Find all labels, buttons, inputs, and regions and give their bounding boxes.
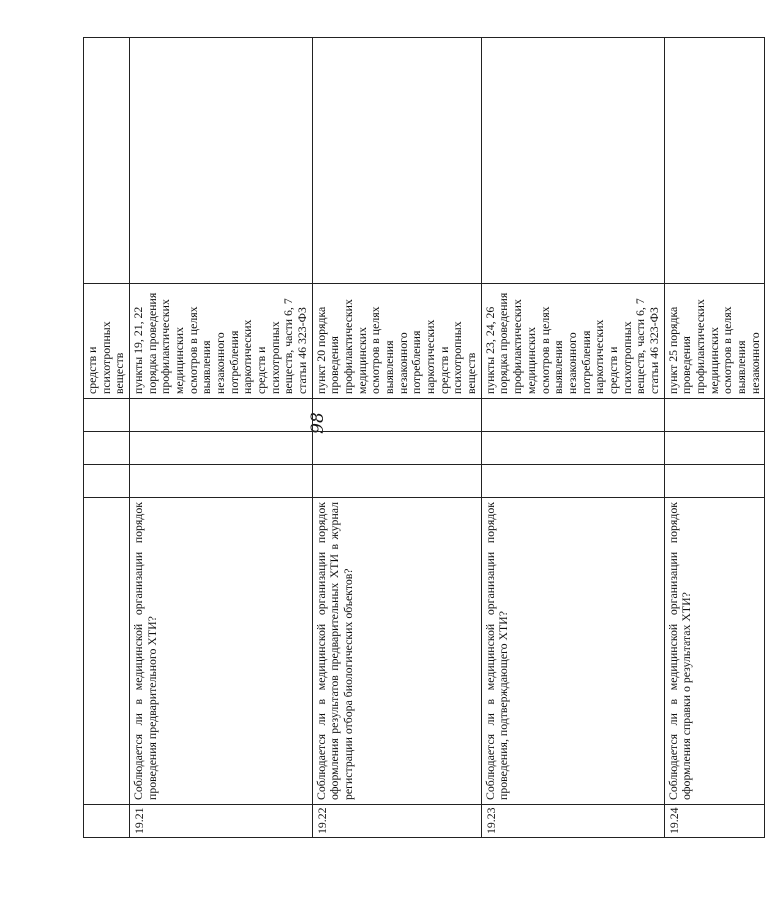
cell-yes — [130, 465, 313, 498]
cell-yes — [481, 465, 664, 498]
table-row — [312, 38, 481, 838]
cell-yes — [312, 465, 481, 498]
cell-note — [130, 38, 313, 284]
cell-note — [664, 38, 765, 284]
cell-question: Соблюдается ли в медицинской организации порядок проведения предварительного ХТИ? — [130, 498, 313, 805]
cell-number: 19.21 — [130, 805, 313, 838]
cell-note — [481, 38, 664, 284]
table-row — [481, 38, 664, 838]
cell-yes — [664, 465, 765, 498]
cell-note — [84, 38, 130, 284]
table-row-continuation — [84, 38, 130, 838]
cell-no — [312, 432, 481, 465]
cell-requirement: пункт 25 порядка проведения профилактических медицинских осмотров в целях выявления незаконного — [664, 284, 765, 399]
rotated-table-container — [83, 38, 762, 838]
cell-question: Соблюдается ли в медицинской организации порядок оформления справки о результатах ХТИ? — [664, 498, 765, 805]
page-number: 98 — [308, 412, 328, 434]
cell-question: Соблюдается ли в медицинской организации порядок проведения, подтверждающего ХТИ? — [481, 498, 664, 805]
cell-yes — [84, 465, 130, 498]
cell-number: 19.24 — [664, 805, 765, 838]
cell-na — [312, 399, 481, 432]
cell-na — [130, 399, 313, 432]
cell-number: 19.22 — [312, 805, 481, 838]
cell-question: Соблюдается ли в медицинской организации порядок оформления результатов предварительных ХТИ в журнал регистрации отбора биологических объектов? — [312, 498, 481, 805]
cell-question — [84, 498, 130, 805]
cell-requirement: пункт 20 порядка проведения профилактических медицинских осмотров в целях выявления незаконного потребления наркотических средств и психотропных веществ — [312, 284, 481, 399]
checklist-table — [83, 37, 765, 838]
cell-na — [664, 399, 765, 432]
table-row — [664, 38, 765, 838]
cell-no — [130, 432, 313, 465]
table-row — [130, 38, 313, 838]
cell-requirement: пункты 23, 24, 26 порядка проведения профилактических медицинских осмотров в целях выявления незаконного потребления наркотических средств и психотропных веществ, части 6, 7 статьи 46 323-ФЗ — [481, 284, 664, 399]
cell-number: 19.23 — [481, 805, 664, 838]
cell-note — [312, 38, 481, 284]
cell-no — [664, 432, 765, 465]
cell-requirement: средств и психотропных веществ — [84, 284, 130, 399]
cell-no — [481, 432, 664, 465]
cell-requirement: пункты 19, 21, 22 порядка проведения профилактических медицинских осмотров в целях выявления незаконного потребления наркотических средств и психотропных веществ, части 6, 7 статьи 46 323-ФЗ — [130, 284, 313, 399]
cell-number — [84, 805, 130, 838]
cell-no — [84, 432, 130, 465]
cell-na — [481, 399, 664, 432]
cell-na — [84, 399, 130, 432]
